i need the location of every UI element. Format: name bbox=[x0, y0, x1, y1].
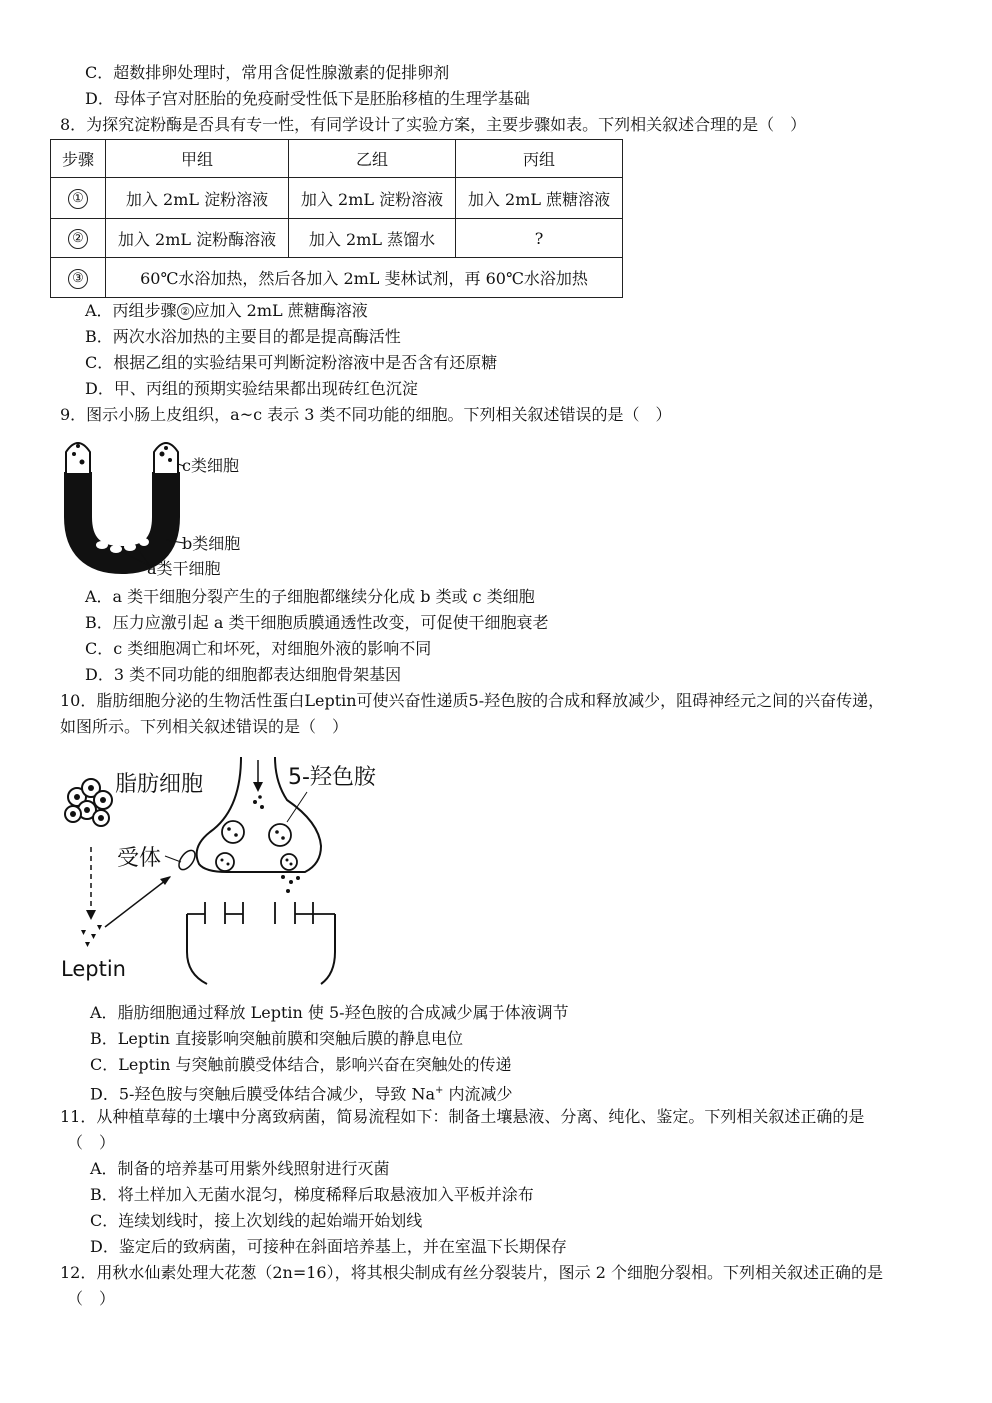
q11-option-a: A．制备的培养基可用紫外线照射进行灭菌 bbox=[90, 1159, 390, 1178]
q8-option-b: B．两次水浴加热的主要目的都是提高酶活性 bbox=[85, 327, 401, 346]
cell: ? bbox=[456, 219, 623, 258]
q8-option-c: C．根据乙组的实验结果可判断淀粉溶液中是否含有还原糖 bbox=[85, 353, 498, 372]
header-step: 步骤 bbox=[51, 140, 106, 178]
header-group-jia: 甲组 bbox=[106, 140, 289, 178]
q9-option-b: B．压力应激引起 a 类干细胞质膜通透性改变，可促使干细胞衰老 bbox=[85, 613, 549, 632]
q9-option-d: D．3 类不同功能的细胞都表达细胞骨架基因 bbox=[85, 665, 402, 684]
q10-stem-line1: 10．脂肪细胞分泌的生物活性蛋白Leptin可使兴奋性递质5-羟色胺的合成和释放减少，阻碍神经元之间的兴奋传递， bbox=[60, 691, 885, 710]
label-b-cells: b类细胞 bbox=[182, 534, 241, 553]
label-c-cells: c类细胞 bbox=[182, 456, 239, 475]
step-number: ① bbox=[51, 178, 106, 219]
q11-option-b: B．将土样加入无菌水混匀，梯度稀释后取悬液加入平板并涂布 bbox=[90, 1185, 534, 1204]
step-number: ② bbox=[51, 219, 106, 258]
label-fat-cell: 脂肪细胞 bbox=[115, 772, 204, 797]
merged-cell: 60℃水浴加热，然后各加入 2mL 斐林试剂，再 60℃水浴加热 bbox=[106, 258, 623, 298]
label-a-stem-cells: a类干细胞 bbox=[147, 559, 221, 578]
q12-stem-line1: 12．用秋水仙素处理大花葱（2n=16），将其根尖制成有丝分裂装片，图示 2 个细胞分裂相。下列相关叙述正确的是 bbox=[60, 1263, 883, 1282]
step-number: ③ bbox=[51, 258, 106, 298]
q11-stem-line2: （ ） bbox=[67, 1133, 116, 1152]
q7-option-d: D．母体子宫对胚胎的免疫耐受性低下是胚胎移植的生理学基础 bbox=[85, 89, 530, 108]
cell: 加入 2mL 蒸馏水 bbox=[289, 219, 456, 258]
cell: 加入 2mL 蔗糖溶液 bbox=[456, 178, 623, 219]
q11-option-d: D．鉴定后的致病菌，可接种在斜面培养基上，并在室温下长期保存 bbox=[90, 1237, 567, 1256]
q11-option-c: C．连续划线时，接上次划线的起始端开始划线 bbox=[90, 1211, 423, 1230]
header-group-yi: 乙组 bbox=[289, 140, 456, 178]
label-receptor: 受体 bbox=[117, 846, 162, 871]
q10-stem-line2: 如图所示。下列相关叙述错误的是（ ） bbox=[60, 717, 349, 736]
table-row bbox=[51, 258, 623, 298]
q7-option-c: C．超数排卵处理时，常用含促性腺激素的促排卵剂 bbox=[85, 63, 450, 82]
table-row bbox=[51, 219, 623, 258]
q8-steps-table bbox=[50, 139, 623, 298]
q10-option-d: D．5-羟色胺与突触后膜受体结合减少，导致 Na+ 内流减少 bbox=[90, 1084, 513, 1104]
q10-option-a: A．脂肪细胞通过释放 Leptin 使 5-羟色胺的合成减少属于体液调节 bbox=[90, 1003, 569, 1022]
q11-stem-line1: 11．从种植草莓的土壤中分离致病菌，简易流程如下：制备土壤悬液、分离、纯化、鉴定。下列相关叙述正确的是 bbox=[60, 1107, 865, 1126]
q12-stem-line2: （ ） bbox=[67, 1289, 116, 1308]
label-serotonin: 5-羟色胺 bbox=[288, 765, 376, 790]
q8-option-a: A．丙组步骤 ② 应加入 2mL 蔗糖酶溶液 bbox=[85, 301, 368, 320]
fat-cell-cluster bbox=[65, 779, 112, 826]
q9-option-c: C．c 类细胞凋亡和坏死，对细胞外液的影响不同 bbox=[85, 639, 432, 658]
q8-option-d: D．甲、丙组的预期实验结果都出现砖红色沉淀 bbox=[85, 379, 418, 398]
cell: 加入 2mL 淀粉溶液 bbox=[289, 178, 456, 219]
cell: 加入 2mL 淀粉溶液 bbox=[106, 178, 289, 219]
q8-stem: 8．为探究淀粉酶是否具有专一性，有同学设计了实验方案，主要步骤如表。下列相关叙述合理的是（ ） bbox=[60, 115, 807, 134]
cell: 加入 2mL 淀粉酶溶液 bbox=[106, 219, 289, 258]
table-header-row bbox=[51, 140, 623, 178]
q10-option-c: C．Leptin 与突触前膜受体结合，影响兴奋在突触处的传递 bbox=[90, 1055, 512, 1074]
q9-option-a: A．a 类干细胞分裂产生的子细胞都继续分化成 b 类或 c 类细胞 bbox=[85, 587, 535, 606]
header-group-bing: 丙组 bbox=[456, 140, 623, 178]
q10-option-b: B．Leptin 直接影响突触前膜和突触后膜的静息电位 bbox=[90, 1029, 464, 1048]
table-row bbox=[51, 178, 623, 219]
q9-stem: 9．图示小肠上皮组织，a~c 表示 3 类不同功能的细胞。下列相关叙述错误的是（ ） bbox=[60, 405, 672, 424]
label-leptin: Leptin bbox=[61, 957, 126, 981]
